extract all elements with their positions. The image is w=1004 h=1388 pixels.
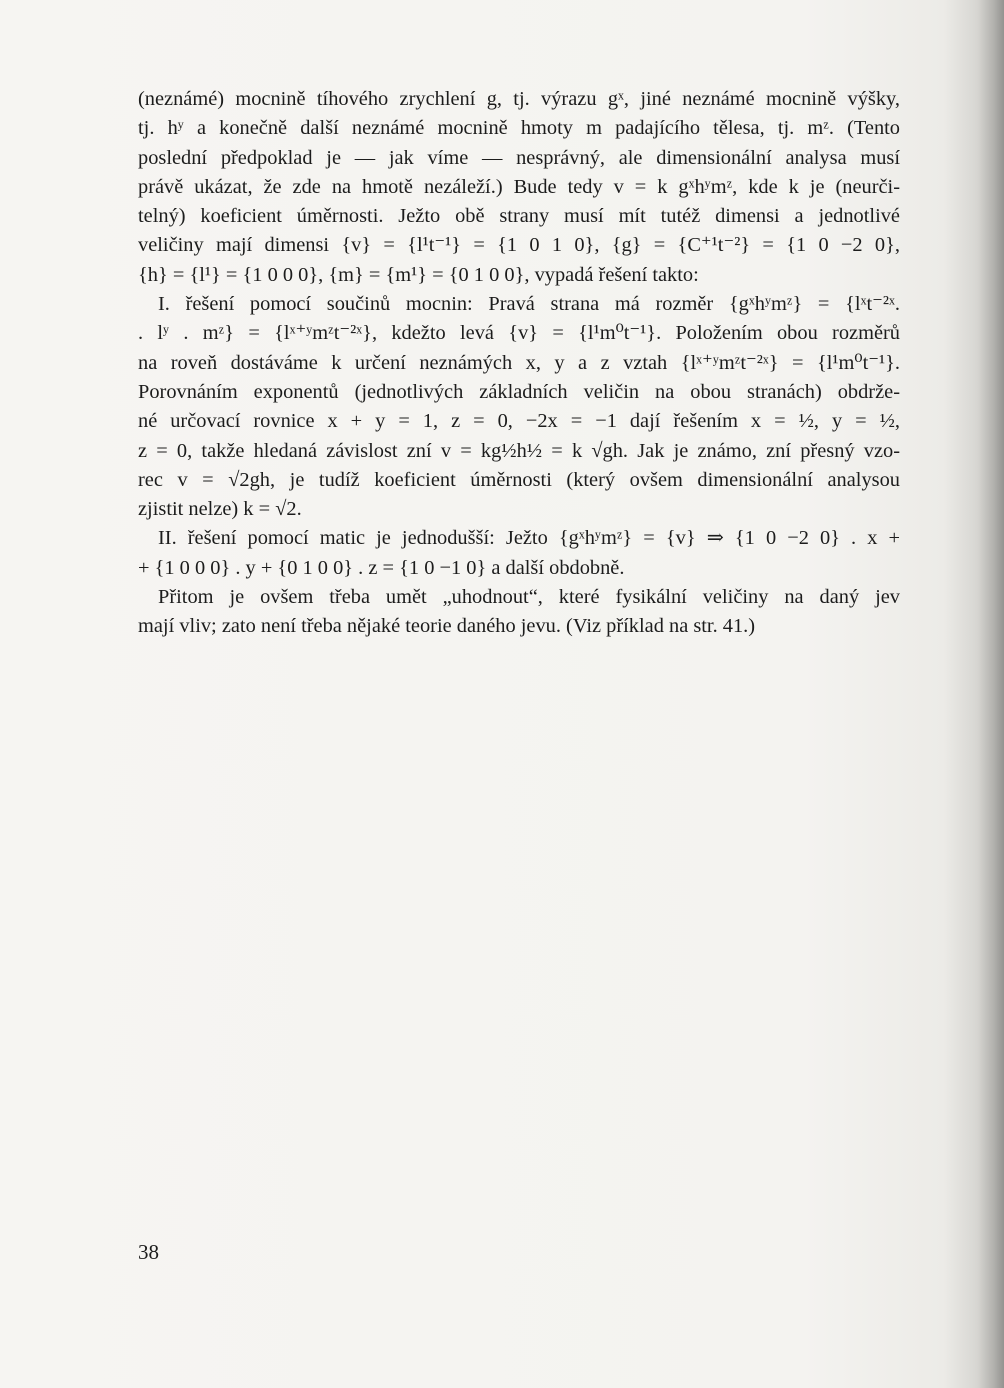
text-line: I. řešení pomocí součinů mocnin: Pravá strana má rozměr {gˣhʸmᶻ} = {lˣt⁻²ˣ.: [158, 293, 900, 316]
text-line: telný) koeficient úměrnosti. Ježto obě strany musí mít tutéž dimensi a jednotlivé: [138, 205, 900, 228]
text-line: na roveň dostáváme k určení neznámých x, y a z vztah {lˣ⁺ʸmᶻt⁻²ˣ} = {l¹m⁰t⁻¹}.: [138, 351, 900, 374]
page-edge-shadow: [978, 0, 1004, 1388]
text-line: {h} = {l¹} = {1 0 0 0}, {m} = {m¹} = {0 1 0 0}, vypadá řešení takto:: [138, 263, 699, 286]
text-line: II. řešení pomocí matic je jednodušší: Ježto {gˣhʸmᶻ} = {v} ⇒ {1 0 −2 0} . x +: [158, 527, 900, 550]
text-line: z = 0, takže hledaná závislost zní v = kg½h½ = k √gh. Jak je známo, zní přesný vzo-: [138, 439, 900, 462]
text-line: Přitom je ovšem třeba umět „uhodnout“, které fysikální veličiny na daný jev: [158, 586, 900, 609]
page-number: 38: [138, 1240, 159, 1264]
text-line: né určovací rovnice x + y = 1, z = 0, −2x = −1 dají řešením x = ½, y = ½,: [138, 410, 900, 433]
body-text: [138, 85, 900, 642]
text-line: rec v = √2gh, je tudíž koeficient úměrnosti (který ovšem dimensionální analysou: [138, 468, 900, 491]
text-line: Porovnáním exponentů (jednotlivých základních veličin na obou stranách) obdrže-: [138, 380, 900, 403]
text-line: právě ukázat, že zde na hmotě nezáleží.) Bude tedy v = k gˣhʸmᶻ, kde k je (neurči-: [138, 175, 900, 198]
text-line: tj. hʸ a konečně další neznámé mocnině hmoty m padajícího tělesa, tj. mᶻ. (Tento: [138, 117, 900, 140]
text-line: poslední předpoklad je — jak víme — nesprávný, ale dimensionální analysa musí: [138, 146, 900, 169]
text-line: + {1 0 0 0} . y + {0 1 0 0} . z = {1 0 −1 0} a další obdobně.: [138, 556, 625, 579]
text-line: (neznámé) mocnině tíhového zrychlení g, tj. výrazu gˣ, jiné neznámé mocnině výšky,: [138, 88, 900, 110]
text-line: mají vliv; zato není třeba nějaké teorie daného jevu. (Viz příklad na str. 41.): [138, 615, 756, 638]
text-line: zjistit nelze) k = √2.: [138, 498, 302, 521]
text-line: veličiny mají dimensi {v} = {l¹t⁻¹} = {1 0 1 0}, {g} = {C⁺¹t⁻²} = {1 0 −2 0},: [138, 234, 900, 257]
text-line: . lʸ . mᶻ} = {lˣ⁺ʸmᶻt⁻²ˣ}, kdežto levá {v} = {l¹m⁰t⁻¹}. Položením obou rozměrů: [138, 322, 900, 345]
